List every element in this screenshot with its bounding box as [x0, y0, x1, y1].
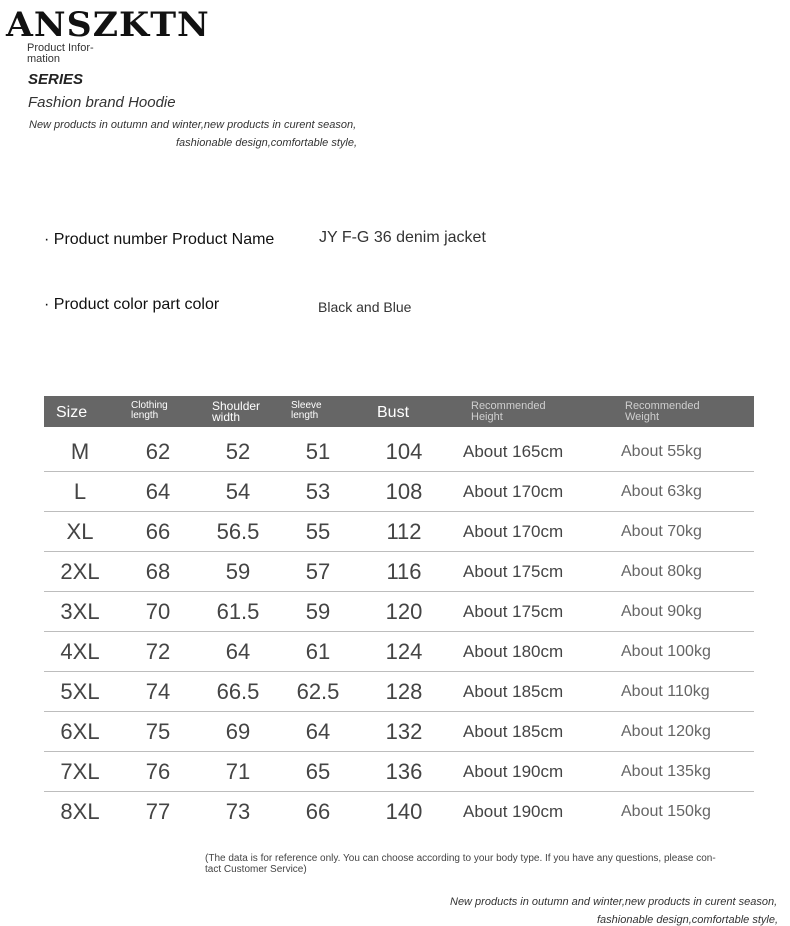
cell-bust: 140 [385, 799, 423, 824]
cell-size: M [70, 439, 90, 464]
table-row [44, 672, 754, 712]
cell-size: 6XL [60, 719, 100, 744]
header-shoulder-width: Shoulder width [212, 399, 261, 424]
tagline-line-1: New products in outumn and winter,new products in curent season, [29, 119, 357, 131]
cell-bust: 112 [386, 519, 422, 544]
table-row [44, 792, 754, 832]
cell-clothing-length: 72 [145, 639, 171, 664]
cell-sleeve-length: 59 [305, 599, 331, 624]
cell-size: 5XL [60, 679, 100, 704]
cell-clothing-length: 76 [145, 759, 171, 784]
cell-clothing-length: 75 [145, 719, 171, 744]
table-row [44, 592, 754, 632]
cell-sleeve-length: 64 [305, 719, 331, 744]
cell-bust: 104 [385, 439, 423, 464]
size-table-header [44, 396, 754, 427]
cell-shoulder-width: 52 [225, 439, 251, 464]
product-color-value: Black and Blue [318, 299, 412, 315]
cell-size: 4XL [60, 639, 100, 664]
header-size: Size [56, 404, 88, 421]
cell-shoulder-width: 54 [225, 479, 251, 504]
cell-recommended-height: About 170cm [463, 522, 564, 541]
cell-recommended-weight: About 150kg [621, 803, 711, 820]
cell-clothing-length: 62 [145, 439, 171, 464]
cell-shoulder-width: 61.5 [216, 599, 260, 624]
brand-logo: ANSZKTN [6, 5, 210, 45]
table-row [44, 712, 754, 752]
cell-clothing-length: 68 [145, 559, 171, 584]
cell-size: XL [66, 519, 94, 544]
table-row [44, 752, 754, 792]
cell-size: L [73, 479, 87, 504]
cell-shoulder-width: 73 [225, 799, 251, 824]
cell-recommended-height: About 185cm [463, 722, 564, 741]
cell-shoulder-width: 66.5 [216, 679, 260, 704]
cell-shoulder-width: 59 [225, 559, 251, 584]
cell-bust: 132 [385, 719, 423, 744]
cell-bust: 124 [385, 639, 423, 664]
product-information-label: Product Infor- mation [27, 42, 94, 65]
table-row [44, 512, 754, 552]
cell-recommended-height: About 190cm [463, 762, 564, 781]
product-name-value: JY F-G 36 denim jacket [319, 229, 486, 246]
cell-recommended-height: About 165cm [463, 442, 564, 461]
cell-clothing-length: 66 [145, 519, 171, 544]
cell-recommended-weight: About 55kg [621, 443, 702, 460]
product-name-label: · Product number Product Name [44, 231, 275, 248]
cell-sleeve-length: 55 [305, 519, 331, 544]
header-bust: Bust [377, 404, 410, 421]
product-color-label: · Product color part color [44, 296, 220, 313]
table-row [44, 552, 754, 592]
cell-shoulder-width: 64 [225, 639, 251, 664]
cell-size: 8XL [60, 799, 100, 824]
header-recommended-weight: Recommended Weight [625, 400, 700, 423]
cell-bust: 120 [385, 599, 423, 624]
cell-size: 3XL [60, 599, 100, 624]
cell-recommended-weight: About 80kg [621, 563, 702, 580]
cell-sleeve-length: 62.5 [296, 679, 340, 704]
table-row [44, 472, 754, 512]
cell-recommended-height: About 185cm [463, 682, 564, 701]
header-clothing-length: Clothing length [131, 400, 168, 421]
cell-shoulder-width: 71 [225, 759, 251, 784]
cell-bust: 116 [386, 559, 422, 584]
cell-shoulder-width: 56.5 [216, 519, 260, 544]
cell-bust: 136 [385, 759, 423, 784]
footer-tagline-line-2: fashionable design,comfortable style, [597, 914, 778, 926]
cell-recommended-weight: About 110kg [621, 683, 710, 700]
cell-clothing-length: 74 [145, 679, 171, 704]
cell-recommended-weight: About 100kg [621, 643, 711, 660]
cell-recommended-weight: About 90kg [621, 603, 702, 620]
cell-recommended-height: About 175cm [463, 562, 564, 581]
header-sleeve-length: Sleeve length [291, 400, 322, 421]
cell-recommended-height: About 190cm [463, 802, 564, 821]
cell-bust: 128 [385, 679, 423, 704]
cell-recommended-height: About 180cm [463, 642, 564, 661]
cell-recommended-height: About 170cm [463, 482, 564, 501]
cell-sleeve-length: 57 [305, 559, 331, 584]
reference-note: (The data is for reference only. You can choose according to your body type. If you have any questions, please con- tact Customer Service) [205, 853, 716, 875]
cell-sleeve-length: 53 [305, 479, 331, 504]
cell-recommended-height: About 175cm [463, 602, 564, 621]
cell-sleeve-length: 61 [305, 639, 331, 664]
header-recommended-height: Recommended Height [471, 400, 546, 423]
cell-recommended-weight: About 63kg [621, 483, 702, 500]
cell-sleeve-length: 66 [305, 799, 331, 824]
table-row [44, 432, 754, 472]
footer-tagline-line-1: New products in outumn and winter,new products in curent season, [450, 896, 778, 908]
cell-clothing-length: 70 [145, 599, 171, 624]
cell-clothing-length: 64 [145, 479, 171, 504]
cell-recommended-weight: About 135kg [621, 763, 711, 780]
series-label: SERIES [28, 71, 84, 88]
cell-recommended-weight: About 70kg [621, 523, 702, 540]
tagline-line-2: fashionable design,comfortable style, [176, 137, 357, 149]
cell-recommended-weight: About 120kg [621, 723, 711, 740]
table-row [44, 632, 754, 672]
cell-shoulder-width: 69 [225, 719, 251, 744]
product-subtitle: Fashion brand Hoodie [28, 94, 176, 111]
cell-sleeve-length: 51 [305, 439, 331, 464]
cell-sleeve-length: 65 [305, 759, 331, 784]
cell-clothing-length: 77 [145, 799, 171, 824]
cell-size: 7XL [60, 759, 100, 784]
cell-bust: 108 [385, 479, 423, 504]
cell-size: 2XL [60, 559, 100, 584]
